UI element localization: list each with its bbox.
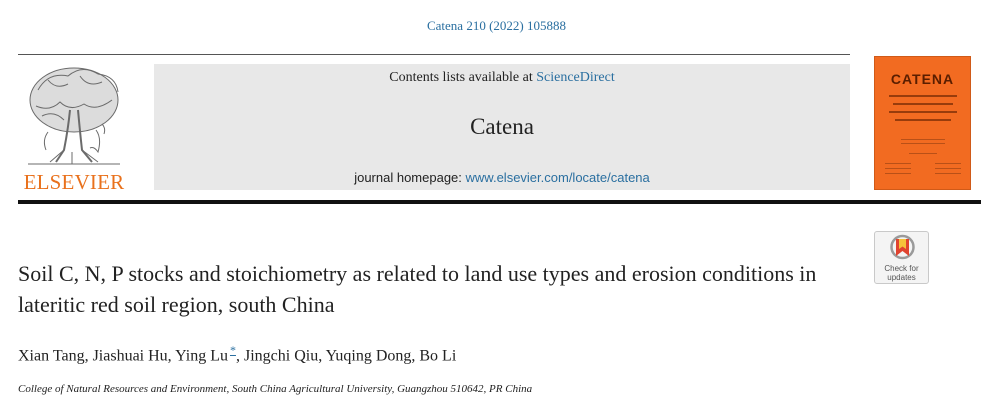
cover-line [893,103,953,105]
authors-part2: , Jingchi Qiu, Yuqing Dong, Bo Li [235,347,457,365]
contents-line [154,70,850,86]
journal-homepage-link[interactable]: www.elsevier.com/locate/catena [465,170,650,185]
cover-line [935,168,961,169]
header-thick-rule [18,200,981,204]
journal-name: Catena [470,114,534,139]
affiliation: College of Natural Resources and Environment, South China Agricultural University, Guangzhou 510642, PR China [18,383,533,395]
badge-line1: Check for [884,264,919,273]
journal-cover-thumbnail[interactable] [874,56,971,190]
bookmark-icon [875,232,930,264]
homepage-line [154,170,850,185]
corresponding-author-marker[interactable]: * [229,343,236,357]
cover-title: CATENA [890,71,955,87]
homepage-prefix: journal homepage: [354,170,466,185]
cover-line [895,119,951,121]
cover-line [889,95,957,97]
badge-line2: updates [887,273,916,282]
cover-line [901,139,945,140]
author-list [18,343,456,365]
check-for-updates-button[interactable] [874,231,929,284]
cover-line [935,163,961,164]
elsevier-logo[interactable] [18,60,130,192]
journal-banner [154,64,850,190]
cover-line [901,143,945,144]
contents-prefix: Contents lists available at [389,70,537,85]
cover-line [889,111,957,113]
badge-text [875,264,928,282]
header-rule [18,54,850,55]
cover-line [885,173,911,174]
journal-citation[interactable]: Catena 210 (2022) 105888 [426,18,566,33]
authors-part1: Xian Tang, Jiashuai Hu, Ying Lu [18,347,228,365]
cover-line [909,153,937,154]
article-title: Soil C, N, P stocks and stoichiometry as related to land use types and erosion conditions in lateritic red soil region, south China [18,261,817,317]
tree-icon [18,60,130,168]
sciencedirect-link[interactable]: ScienceDirect [536,70,615,85]
cover-line [935,173,961,174]
elsevier-wordmark: ELSEVIER [23,170,125,194]
cover-line [885,168,911,169]
cover-line [885,163,911,164]
